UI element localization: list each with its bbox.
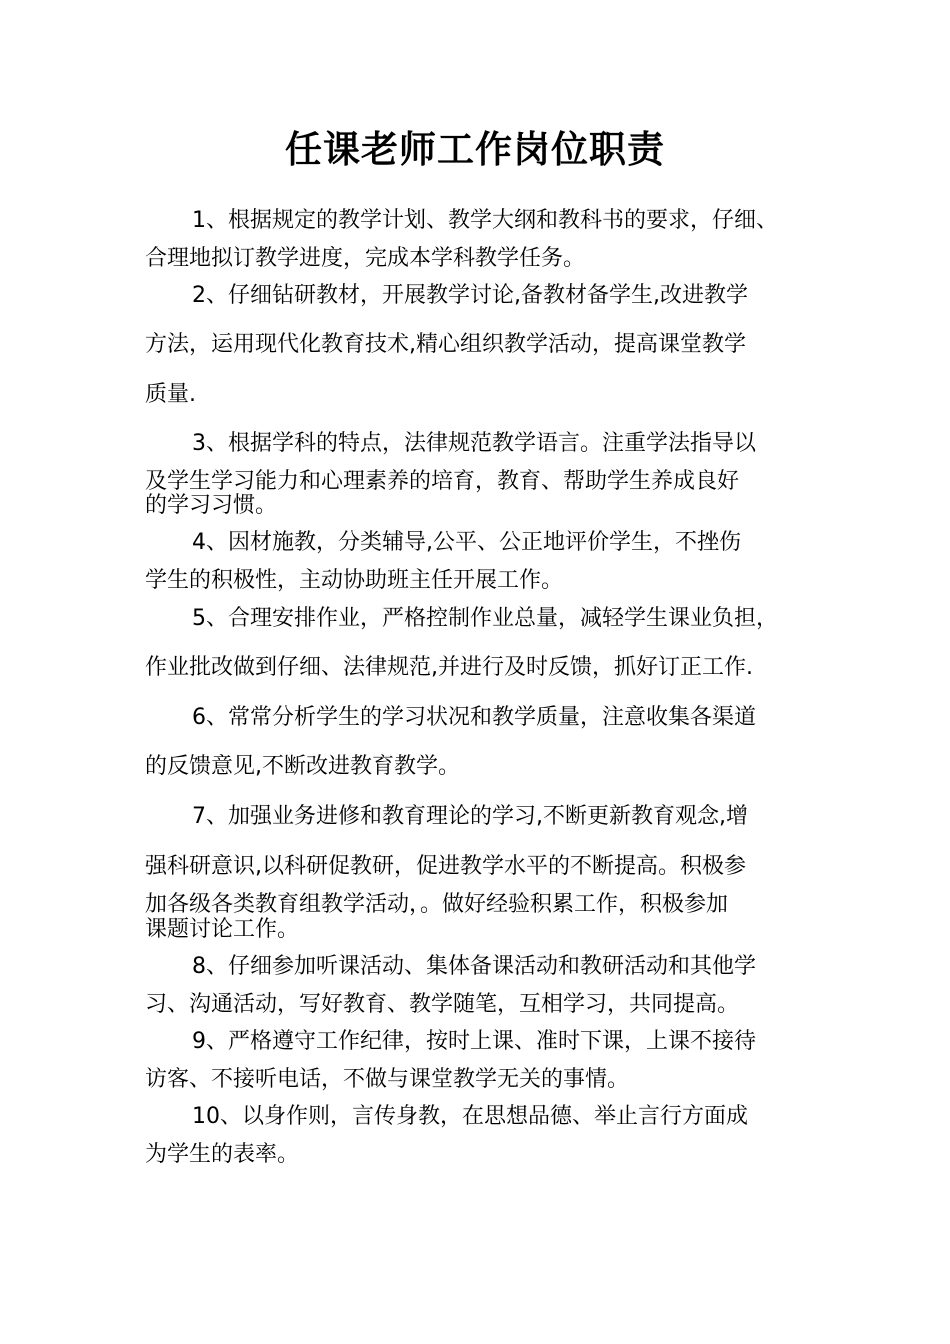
item-1-line-1: 1、根据规定的教学计划、教学大纲和教科书的要求，仔细、 — [192, 208, 778, 233]
item-7-line-3: 加各级各类教育组教学活动，。做好经验积累工作，积极参加 — [145, 892, 729, 917]
item-7-line-2: 强科研意识,以科研促教研，促进教学水平的不断提高。积极参 — [145, 854, 746, 879]
item-7-line-1: 7、加强业务进修和教育理论的学习,不断更新教育观念,增 — [192, 804, 748, 829]
item-3-line-2: 及学生学习能力和心理素养的培育，教育、帮助学生养成良好 — [145, 469, 740, 494]
item-5-line-2: 作业批改做到仔细、法律规范,并进行及时反馈，抓好订正工作. — [145, 655, 753, 680]
item-10-line-1: 10、以身作则，言传身教，在思想品德、举止言行方面成 — [192, 1104, 748, 1129]
item-8-line-1: 8、仔细参加听课活动、集体备课活动和教研活动和其他学 — [192, 954, 756, 979]
item-9-line-1: 9、严格遵守工作纪律，按时上课、准时下课，上课不接待 — [192, 1029, 756, 1054]
item-2-line-2: 方法，运用现代化教育技术,精心组织教学活动，提高课堂教学 — [145, 332, 746, 357]
item-2-line-1: 2、仔细钻研教材，开展教学讨论,备教材备学生,改进教学 — [192, 283, 748, 308]
item-8-line-2: 习、沟通活动，写好教育、教学随笔，互相学习，共同提高。 — [145, 992, 740, 1017]
item-4-line-1: 4、因材施教，分类辅导,公平、公正地评价学生，不挫伤 — [192, 530, 741, 555]
item-2-line-3: 质量. — [145, 382, 196, 407]
item-3-line-1: 3、根据学科的特点，法律规范教学语言。注重学法指导以 — [192, 431, 756, 456]
item-3-line-3: 的学习习惯。 — [145, 493, 278, 518]
item-6-line-2: 的反馈意见,不断改进教育教学。 — [145, 754, 460, 779]
item-10-line-2: 为学生的表率。 — [145, 1142, 300, 1167]
item-7-line-4: 课题讨论工作。 — [145, 917, 300, 942]
document-title: 任课老师工作岗位职责 — [285, 128, 665, 171]
item-6-line-1: 6、常常分析学生的学习状况和教学质量，注意收集各渠道 — [192, 705, 756, 730]
item-1-line-2: 合理地拟订教学进度，完成本学科教学任务。 — [145, 246, 586, 271]
item-5-line-1: 5、合理安排作业，严格控制作业总量，减轻学生课业负担， — [192, 606, 778, 631]
item-9-line-2: 访客、不接听电话，不做与课堂教学无关的事情。 — [145, 1067, 630, 1092]
item-4-line-2: 学生的积极性，主动协助班主任开展工作。 — [145, 568, 564, 593]
